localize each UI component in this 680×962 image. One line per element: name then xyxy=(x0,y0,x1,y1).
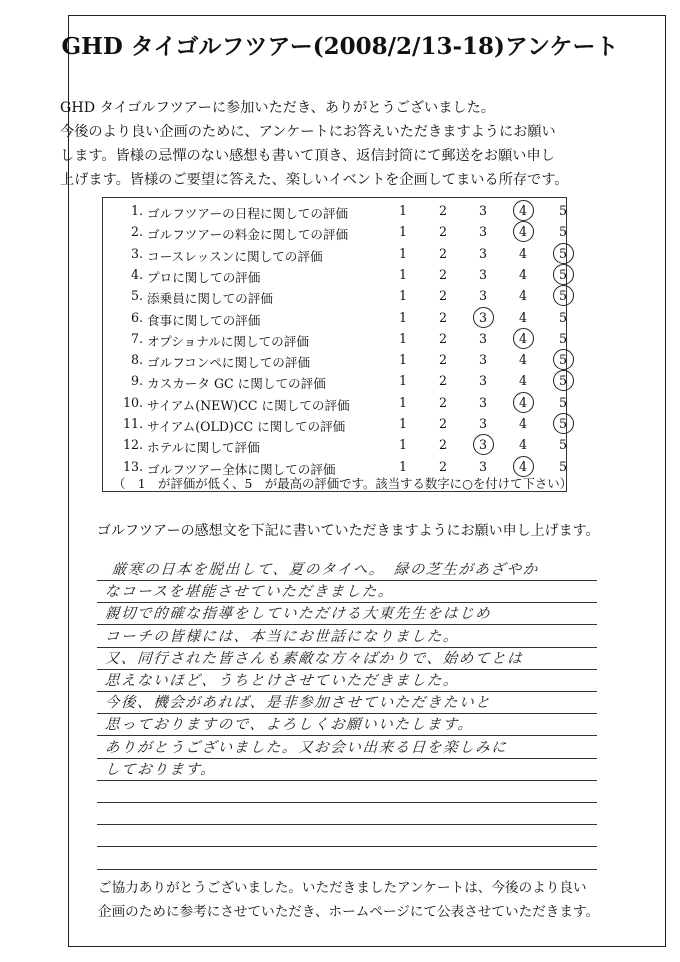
score-option[interactable]: 1 xyxy=(398,416,407,431)
item-number: 3. xyxy=(130,245,143,261)
score-option[interactable]: 4 xyxy=(518,352,527,368)
evaluation-row xyxy=(103,349,566,371)
score-option[interactable]: 1 xyxy=(398,203,407,218)
score-option-selected[interactable]: 4 xyxy=(513,459,533,474)
evaluation-row xyxy=(103,370,566,392)
intro-line: 上げます。皆様のご要望に答えた、楽しいイベントを企画してまいる所存です。 xyxy=(60,172,569,188)
item-label: ゴルフツアーの料金に関しての評価 xyxy=(147,227,349,243)
score-option-selected[interactable]: 5 xyxy=(553,288,573,303)
score-option[interactable]: 3 xyxy=(478,373,487,389)
item-label: コースレッスンに関しての評価 xyxy=(147,248,323,264)
intro-line: します。皆様の忌憚のない感想も書いて頂き、返信封筒にて郵送をお願い申し xyxy=(60,148,555,164)
score-option[interactable]: 3 xyxy=(478,330,487,346)
handwritten-comment-line: 思っておりますので、よろしくお願いいたします。 xyxy=(104,717,475,734)
item-number: 2. xyxy=(130,224,143,240)
score-option[interactable]: 1 xyxy=(398,458,407,474)
score-option[interactable]: 2 xyxy=(438,309,447,325)
item-number: 4. xyxy=(130,266,143,282)
score-option-selected[interactable]: 5 xyxy=(553,246,573,261)
footer-text xyxy=(98,876,599,924)
score-option-selected[interactable]: 3 xyxy=(473,310,493,325)
item-number: 8. xyxy=(130,352,143,368)
score-option[interactable]: 5 xyxy=(558,224,567,240)
handwritten-comment-line: 思えないほど、うちとけさせていただきました。 xyxy=(104,673,460,689)
score-option[interactable]: 1 xyxy=(398,245,407,261)
item-label: オプショナルに関しての評価 xyxy=(147,333,309,349)
footer-line: 企画のために参考にさせていただき、ホームページにて公表させていただきます。 xyxy=(98,904,600,920)
score-option[interactable]: 4 xyxy=(518,309,527,325)
score-option[interactable]: 1 xyxy=(398,330,407,346)
item-number: 7. xyxy=(130,330,143,346)
score-option[interactable]: 4 xyxy=(518,416,527,431)
handwritten-comment-line: しております。 xyxy=(104,761,218,778)
score-option[interactable]: 4 xyxy=(518,245,527,261)
item-label: プロに関しての評価 xyxy=(147,269,261,285)
evaluation-row xyxy=(103,200,566,222)
evaluation-row xyxy=(103,328,566,350)
score-option[interactable]: 5 xyxy=(558,458,567,474)
score-option-selected[interactable]: 4 xyxy=(513,395,533,410)
score-option[interactable]: 2 xyxy=(438,416,447,431)
evaluation-row xyxy=(103,307,566,329)
score-option[interactable]: 1 xyxy=(398,266,407,282)
handwritten-comment-line: ありがとうございました。又お会い出来る日を楽しみに xyxy=(104,739,508,756)
score-option[interactable]: 1 xyxy=(398,394,407,410)
ruled-line xyxy=(97,824,597,825)
score-option-selected[interactable]: 5 xyxy=(553,267,573,282)
score-option[interactable]: 1 xyxy=(398,309,407,325)
footer-line: ご協力ありがとうございました。いただきましたアンケートは、今後のより良い xyxy=(98,880,587,896)
score-option[interactable]: 3 xyxy=(478,352,487,368)
handwritten-comment-line: 親切で的確な指導をしていただける大東先生をはじめ xyxy=(104,606,492,623)
item-number: 11. xyxy=(122,416,143,431)
score-option[interactable]: 3 xyxy=(478,458,487,474)
score-option[interactable]: 4 xyxy=(518,437,527,453)
ruled-line xyxy=(97,846,597,847)
score-option[interactable]: 3 xyxy=(478,203,487,218)
evaluation-row xyxy=(103,434,566,456)
score-option[interactable]: 5 xyxy=(558,437,567,453)
score-option[interactable]: 1 xyxy=(398,352,407,368)
score-option[interactable]: 1 xyxy=(398,224,407,240)
score-option[interactable]: 2 xyxy=(438,458,447,474)
score-option[interactable]: 2 xyxy=(438,394,447,410)
score-option[interactable]: 5 xyxy=(558,309,567,325)
item-label: ホテルに関して評価 xyxy=(147,440,260,456)
score-option[interactable]: 1 xyxy=(398,288,407,304)
score-option[interactable]: 3 xyxy=(478,266,487,282)
intro-text xyxy=(30,96,590,192)
score-option[interactable]: 2 xyxy=(438,437,447,453)
score-option-selected[interactable]: 5 xyxy=(553,416,573,431)
comment-heading: ゴルフツアーの感想文を下記に書いていただきますようにお願い申し上げます。 xyxy=(97,523,600,539)
item-number: 1. xyxy=(130,203,143,218)
item-label: サイアム(OLD)CC に関しての評価 xyxy=(147,419,346,434)
intro-line: GHD タイゴルフツアーに参加いただき、ありがとうございました。 xyxy=(60,100,495,116)
score-option[interactable]: 2 xyxy=(438,373,447,389)
item-number: 6. xyxy=(130,309,143,325)
score-option[interactable]: 2 xyxy=(438,203,447,218)
item-label: サイアム(NEW)CC に関しての評価 xyxy=(147,397,350,413)
page-title: GHD タイゴルフツアー(2008/2/13-18)アンケート xyxy=(61,33,619,60)
score-option-selected[interactable]: 5 xyxy=(553,373,573,388)
item-number: 10. xyxy=(122,394,143,410)
score-option[interactable]: 2 xyxy=(438,330,447,346)
item-number: 5. xyxy=(130,288,143,304)
score-option[interactable]: 4 xyxy=(518,373,527,389)
score-option[interactable]: 2 xyxy=(438,352,447,368)
ruled-line xyxy=(97,802,597,803)
score-option[interactable]: 2 xyxy=(438,245,447,261)
evaluation-row xyxy=(103,392,566,414)
evaluation-row xyxy=(103,413,566,435)
score-option[interactable]: 4 xyxy=(518,266,527,282)
item-label: 食事に関しての評価 xyxy=(147,312,261,328)
score-option-selected[interactable]: 4 xyxy=(513,331,533,346)
evaluation-row xyxy=(103,456,566,478)
evaluation-row xyxy=(103,264,566,286)
evaluation-note: （ 1 が評価が低く、5 が最高の評価です。該当する数字に○を付けて下さい） xyxy=(113,476,573,491)
item-label: ゴルフコンペに関しての評価 xyxy=(147,355,311,371)
item-number: 9. xyxy=(130,373,143,389)
score-option[interactable]: 5 xyxy=(558,203,567,218)
score-option[interactable]: 3 xyxy=(478,288,487,304)
score-option[interactable]: 3 xyxy=(478,394,487,410)
ruled-line xyxy=(97,780,597,781)
score-option-selected[interactable]: 5 xyxy=(553,352,573,367)
handwritten-comment-line: コーチの皆様には、本当にお世話になりました。 xyxy=(104,628,460,645)
evaluation-table xyxy=(102,197,573,492)
score-option-selected[interactable]: 4 xyxy=(513,224,533,239)
handwritten-comment-line: 今後、機会があれば、是非参加させていただきたいと xyxy=(104,695,492,712)
score-option[interactable]: 1 xyxy=(398,373,407,389)
intro-line: 今後のより良い企画のために、アンケートにお答えいただきますようにお願い xyxy=(60,124,556,140)
evaluation-row xyxy=(103,285,566,307)
item-number: 13. xyxy=(122,458,143,474)
item-number: 12. xyxy=(122,437,143,453)
score-option-selected[interactable]: 4 xyxy=(513,203,533,218)
score-option-selected[interactable]: 3 xyxy=(473,437,493,452)
score-option[interactable]: 2 xyxy=(438,224,447,240)
score-option[interactable]: 1 xyxy=(398,437,407,453)
score-option[interactable]: 4 xyxy=(518,288,527,304)
item-label: カスカータ GC に関しての評価 xyxy=(147,376,326,392)
handwritten-comment-line: 又、同行された皆さんも素敵な方々ばかりで、始めてとは xyxy=(104,650,524,667)
item-label: ゴルフツアー全体に関しての評価 xyxy=(147,461,336,477)
item-label: ゴルフツアーの日程に関しての評価 xyxy=(147,206,349,221)
score-option[interactable]: 2 xyxy=(438,288,447,304)
ruled-line xyxy=(97,869,597,870)
score-option[interactable]: 5 xyxy=(558,394,567,410)
score-option[interactable]: 2 xyxy=(438,266,447,282)
evaluation-row xyxy=(103,243,566,265)
handwritten-comment-line: なコースを堪能させていただきました。 xyxy=(104,584,395,601)
score-option[interactable]: 5 xyxy=(558,330,567,346)
score-option[interactable]: 3 xyxy=(478,416,487,431)
score-option[interactable]: 3 xyxy=(478,245,487,261)
item-label: 添乗員に関しての評価 xyxy=(147,291,273,307)
evaluation-row xyxy=(103,221,566,243)
handwritten-comment-line: 厳寒の日本を脱出して、夏のタイへ。 緑の芝生があざやか xyxy=(111,562,540,578)
score-option[interactable]: 3 xyxy=(478,224,487,240)
